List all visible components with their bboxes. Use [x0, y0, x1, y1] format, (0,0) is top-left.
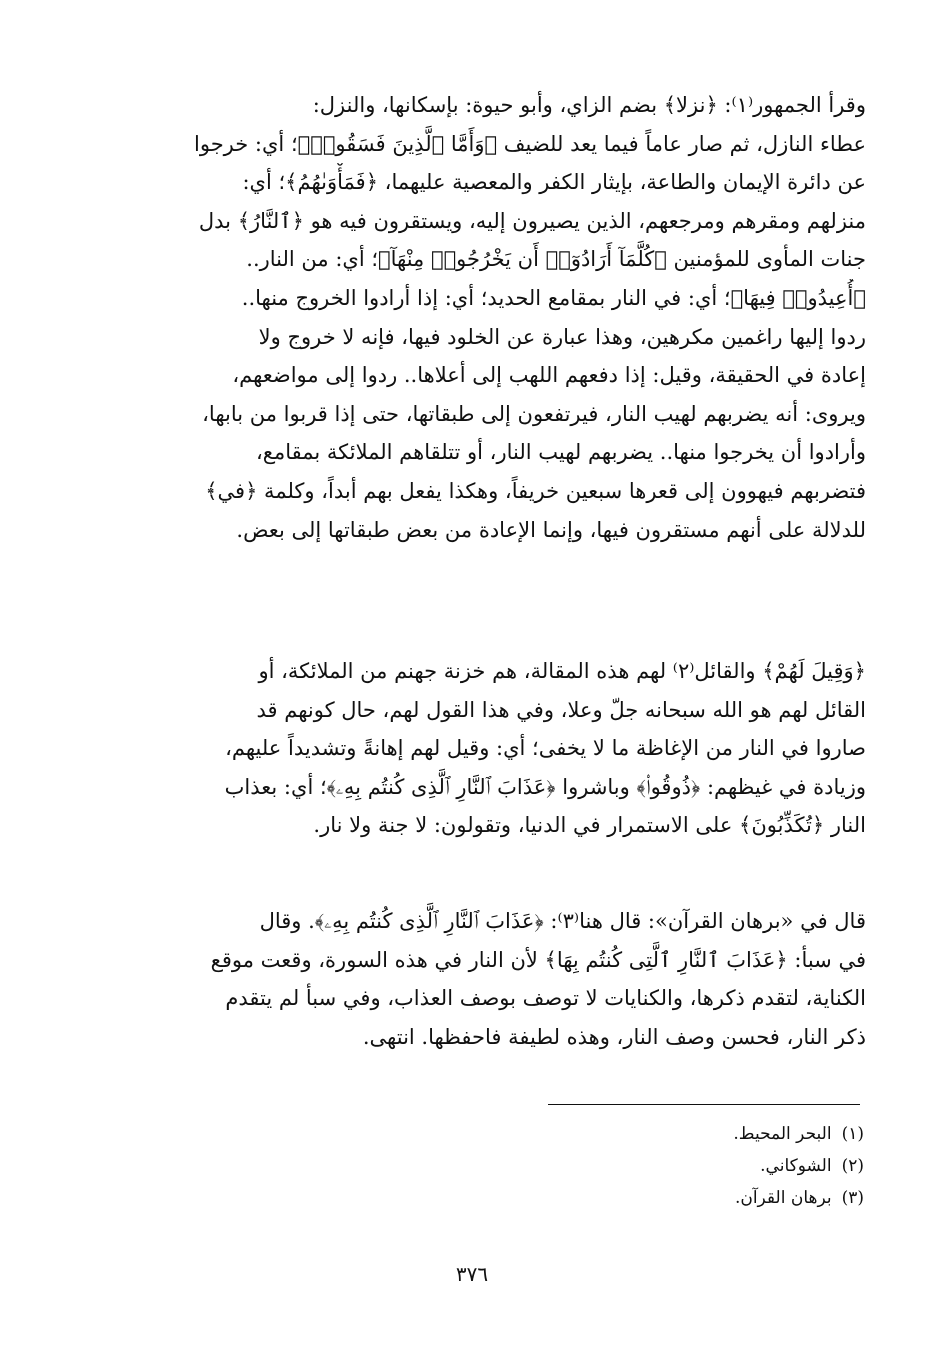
text-line: القائل لهم هو الله سبحانه جلّ وعلا، وفي هذا القول لهم، حال كونهم قد [256, 697, 866, 722]
text-line: للدلالة على أنهم مستقرون فيها، وإنما الإعادة من بعض طبقاتها إلى بعض. [236, 517, 866, 542]
text-line: ذكر النار، فحسن وصف النار، وهذه لطيفة فاحفظها. انتهى. [362, 1024, 866, 1049]
text-line: وقرأ الجمهور⁽١⁾: ﴿نزلا﴾ بضم الزاي، وأبو حيوة: بإسكانها، والنزل: [312, 93, 866, 117]
text-line: عطاء النازل، ثم صار عاماً فيما يعد للضيف ﴿وَأَمَّا ٱلَّذِينَ فَسَقُوا۟﴾؛ أي: خرجوا [194, 131, 866, 156]
footnote-number: (١) [841, 1124, 864, 1144]
text-line: قال في «برهان القرآن»: قال هنا⁽٣⁾: ﴿عَذَابَ ٱلنَّارِ ٱلَّذِى كُنتُم بِهِۦ﴾. وقال [259, 909, 866, 933]
text-line: فتضربهم فيهوون إلى قعرها سبعين خريفاً، وهكذا يفعل بهم أبداً، وكلمة ﴿في﴾ [205, 478, 866, 503]
text-line: في سبأ: ﴿عَذَابَ ٱلنَّارِ ٱلَّتِى كُنتُم بِهَا﴾ لأن النار في هذه السورة، وقعت موقع [210, 947, 866, 972]
text-line: النار ﴿تُكَذِّبُونَ﴾ على الاستمرار في الدنيا، وتقولون: لا جنة ولا نار. [313, 813, 866, 838]
text-line: منزلهم ومقرهم ومرجعهم، الذين يصيرون إليه، ويستقرون فيه هو ﴿ٱلنَّارُ﴾ بدل [198, 208, 866, 233]
text-line: عن دائرة الإيمان والطاعة، بإيثار الكفر والمعصية عليهما، ﴿فَمَأْوَىٰهُمُ﴾؛ أي: [242, 170, 866, 195]
footnote-number: (٣) [841, 1188, 864, 1208]
text-line: ﴿وَقِيلَ لَهُمْ﴾ والقائل⁽٢⁾ لهم هذه المقالة، هم خزنة جهنم من الملائكة، أو [258, 659, 866, 683]
footnote-item [444, 1150, 864, 1182]
text-line: ردوا إليها راغمين مكرهين، وهذا عبارة عن الخلود فيها، فإنه لا خروج ولا [258, 324, 866, 349]
paragraph-1 [80, 86, 866, 549]
footnote-text: البحر المحيط. [733, 1124, 832, 1144]
text-line: الكناية، لتقدم ذكرها، والكنايات لا توصف بوصف العذاب، وفي سبأ لم يتقدم [225, 986, 866, 1011]
paragraph-2 [80, 652, 866, 845]
text-line: وأرادوا أن يخرجوا منها.. يضربهم لهيب النار، أو تتلقاهم الملائكة بمقامع، [255, 440, 866, 465]
footnote-item [444, 1182, 864, 1214]
footnote-text: برهان القرآن. [734, 1188, 832, 1208]
footnote-divider [548, 1104, 860, 1105]
text-line: وزيادة في غيظهم: ﴿ذُوقُوا۟﴾ وباشروا ﴿عَذَابَ ٱلنَّارِ ٱلَّذِى كُنتُم بِهِۦ﴾؛ أي: بعذاب [224, 774, 866, 799]
footnote-number: (٢) [841, 1156, 864, 1176]
paragraph-3 [80, 902, 866, 1056]
footnotes [444, 1118, 864, 1214]
text-line: صاروا في النار من الإغاظة ما لا يخفى؛ أي: وقيل لهم إهانةً وتشديداً عليهم، [225, 736, 866, 761]
footnote-item [444, 1118, 864, 1150]
footnote-text: الشوكاني. [760, 1156, 832, 1176]
page-number: ٣٧٦ [455, 1262, 489, 1286]
text-line: إعادة في الحقيقة، وقيل: إذا دفعهم اللهب إلى أعلاها.. ردوا إلى مواضعهم، [232, 363, 866, 388]
text-line: ﴿أُعِيدُوا۟ فِيهَا﴾؛ أي: في النار بمقامع الحديد؛ أي: إذا أرادوا الخروج منها.. [241, 285, 866, 310]
text-line: ويروى: أنه يضربهم لهيب النار، فيرتفعون إلى طبقاتها، حتى إذا قربوا من بابها، [202, 401, 866, 426]
text-line: جنات المأوى للمؤمنين ﴿كُلَّمَآ أَرَادُوٓا۟ أَن يَخْرُجُوا۟ مِنْهَآ﴾؛ أي: من النار.. [246, 247, 866, 272]
